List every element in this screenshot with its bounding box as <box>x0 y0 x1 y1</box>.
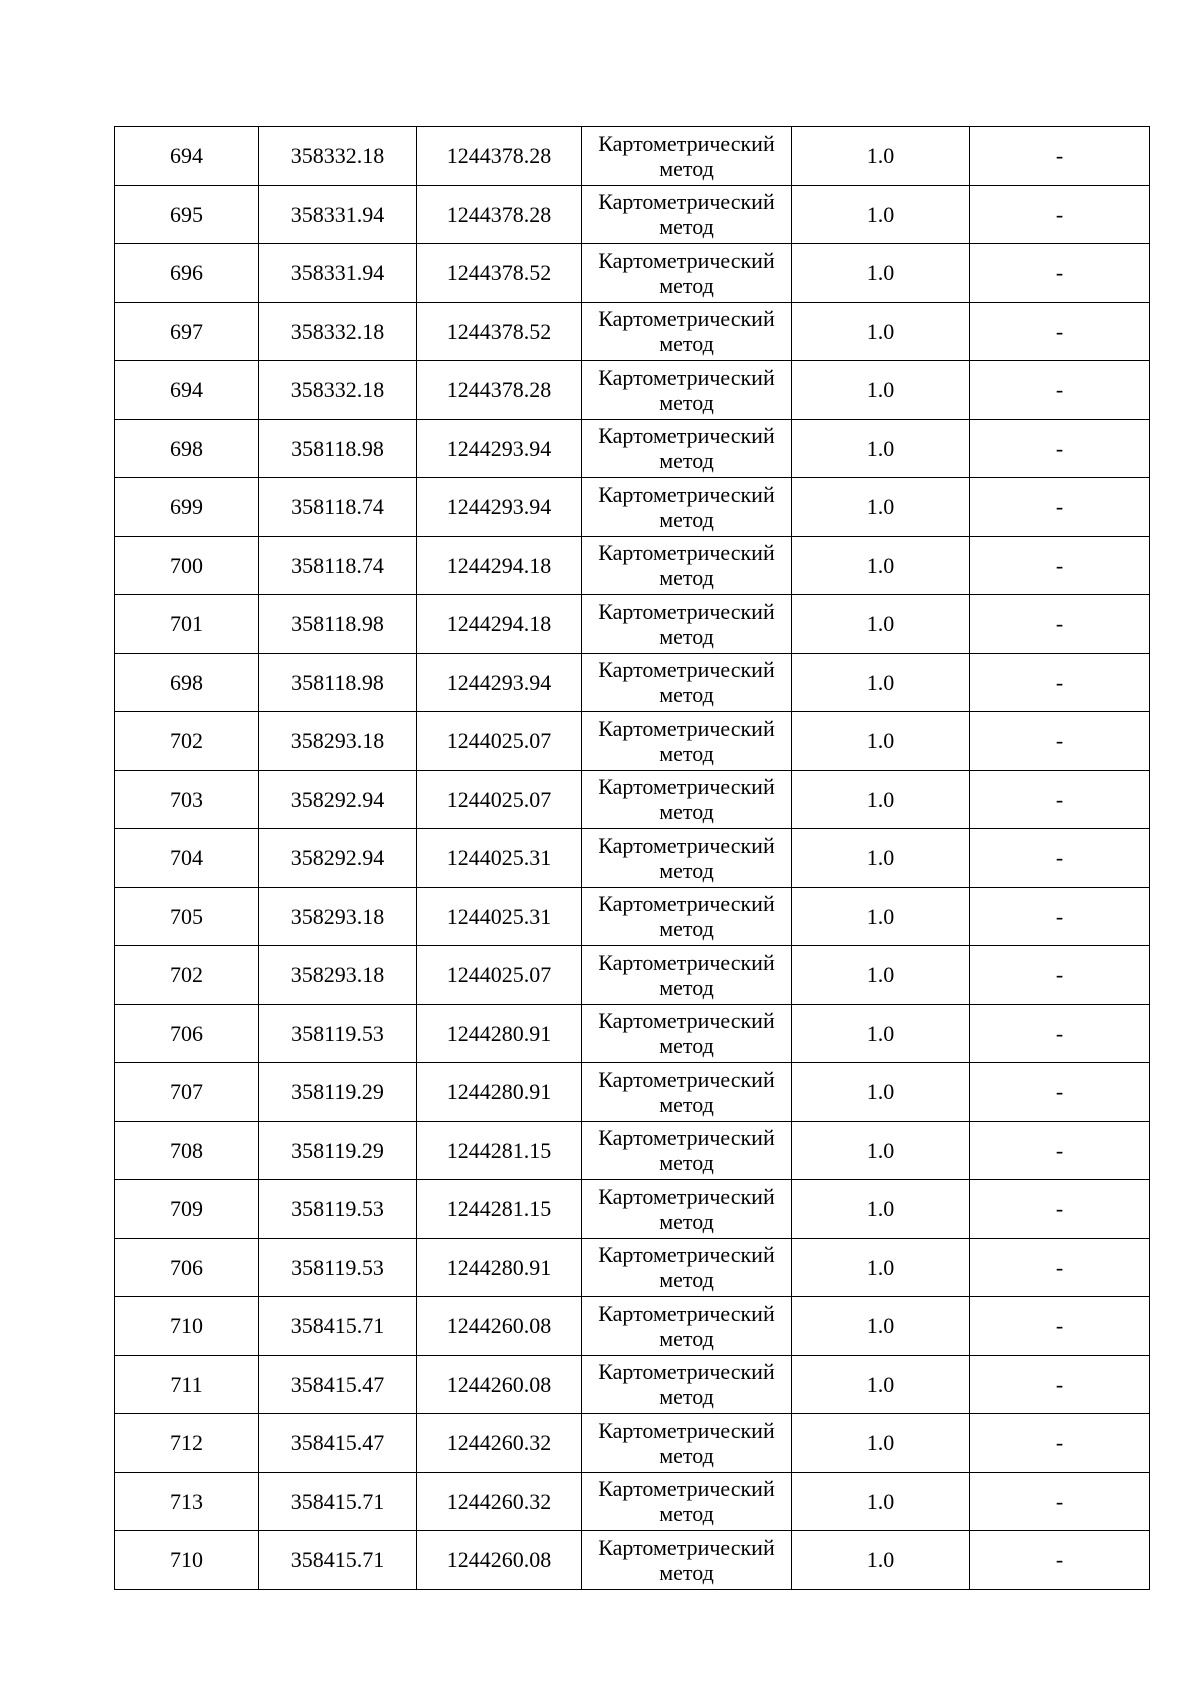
x-coordinate-cell: 358119.53 <box>259 1238 417 1297</box>
x-coordinate-cell: 358118.98 <box>259 653 417 712</box>
y-coordinate-cell: 1244280.91 <box>417 1063 582 1122</box>
method-cell <box>582 1297 792 1356</box>
method-cell <box>582 1121 792 1180</box>
table-row <box>115 829 1150 888</box>
x-coordinate-cell: 358118.98 <box>259 595 417 654</box>
method-line-2: метод <box>659 623 714 649</box>
method-cell <box>582 536 792 595</box>
method-cell <box>582 1414 792 1473</box>
method-line-2: метод <box>659 506 714 532</box>
table-row <box>115 1063 1150 1122</box>
accuracy-cell: 1.0 <box>792 1180 970 1239</box>
method-cell <box>582 1531 792 1590</box>
x-coordinate-cell: 358293.18 <box>259 946 417 1005</box>
method-cell <box>582 127 792 186</box>
note-cell: - <box>970 1238 1150 1297</box>
table-row <box>115 1531 1150 1590</box>
y-coordinate-cell: 1244378.52 <box>417 244 582 303</box>
point-number-cell: 695 <box>115 185 259 244</box>
method-cell <box>582 829 792 888</box>
accuracy-cell: 1.0 <box>792 1004 970 1063</box>
table-row <box>115 1414 1150 1473</box>
x-coordinate-cell: 358332.18 <box>259 361 417 420</box>
point-number-cell: 708 <box>115 1121 259 1180</box>
note-cell: - <box>970 770 1150 829</box>
method-line-1: Картометрический <box>598 774 775 800</box>
y-coordinate-cell: 1244025.07 <box>417 712 582 771</box>
accuracy-cell: 1.0 <box>792 185 970 244</box>
point-number-cell: 703 <box>115 770 259 829</box>
method-line-2: метод <box>659 565 714 591</box>
y-coordinate-cell: 1244293.94 <box>417 653 582 712</box>
accuracy-cell: 1.0 <box>792 1297 970 1356</box>
table-row <box>115 1472 1150 1531</box>
x-coordinate-cell: 358293.18 <box>259 712 417 771</box>
method-cell <box>582 1063 792 1122</box>
y-coordinate-cell: 1244281.15 <box>417 1180 582 1239</box>
point-number-cell: 698 <box>115 419 259 478</box>
method-line-1: Картометрический <box>598 423 775 449</box>
note-cell: - <box>970 1004 1150 1063</box>
note-cell: - <box>970 653 1150 712</box>
method-line-2: метод <box>659 974 714 1000</box>
accuracy-cell: 1.0 <box>792 1063 970 1122</box>
note-cell: - <box>970 1121 1150 1180</box>
x-coordinate-cell: 358118.74 <box>259 478 417 537</box>
x-coordinate-cell: 358119.53 <box>259 1004 417 1063</box>
method-line-2: метод <box>659 272 714 298</box>
note-cell: - <box>970 244 1150 303</box>
method-line-1: Картометрический <box>598 540 775 566</box>
x-coordinate-cell: 358332.18 <box>259 127 417 186</box>
method-cell <box>582 1004 792 1063</box>
y-coordinate-cell: 1244260.08 <box>417 1531 582 1590</box>
point-number-cell: 713 <box>115 1472 259 1531</box>
method-line-2: метод <box>659 740 714 766</box>
y-coordinate-cell: 1244294.18 <box>417 595 582 654</box>
table-row <box>115 887 1150 946</box>
point-number-cell: 694 <box>115 127 259 186</box>
note-cell: - <box>970 536 1150 595</box>
point-number-cell: 706 <box>115 1004 259 1063</box>
coordinates-table-body <box>115 127 1150 1590</box>
note-cell: - <box>970 887 1150 946</box>
table-row <box>115 244 1150 303</box>
accuracy-cell: 1.0 <box>792 887 970 946</box>
table-row <box>115 127 1150 186</box>
method-line-1: Картометрический <box>598 306 775 332</box>
point-number-cell: 702 <box>115 712 259 771</box>
table-row <box>115 361 1150 420</box>
coordinates-table <box>114 126 1150 1590</box>
table-row <box>115 595 1150 654</box>
x-coordinate-cell: 358119.29 <box>259 1063 417 1122</box>
x-coordinate-cell: 358415.47 <box>259 1355 417 1414</box>
table-row <box>115 946 1150 1005</box>
note-cell: - <box>970 1063 1150 1122</box>
note-cell: - <box>970 595 1150 654</box>
accuracy-cell: 1.0 <box>792 1121 970 1180</box>
method-cell <box>582 1472 792 1531</box>
method-line-2: метод <box>659 1442 714 1468</box>
accuracy-cell: 1.0 <box>792 419 970 478</box>
y-coordinate-cell: 1244378.28 <box>417 185 582 244</box>
method-line-2: метод <box>659 682 714 708</box>
x-coordinate-cell: 358415.71 <box>259 1531 417 1590</box>
point-number-cell: 712 <box>115 1414 259 1473</box>
y-coordinate-cell: 1244280.91 <box>417 1238 582 1297</box>
method-cell <box>582 302 792 361</box>
note-cell: - <box>970 1297 1150 1356</box>
x-coordinate-cell: 358119.53 <box>259 1180 417 1239</box>
table-row <box>115 1121 1150 1180</box>
method-cell <box>582 712 792 771</box>
x-coordinate-cell: 358331.94 <box>259 185 417 244</box>
method-line-2: метод <box>659 331 714 357</box>
y-coordinate-cell: 1244378.28 <box>417 361 582 420</box>
table-row <box>115 1238 1150 1297</box>
method-cell <box>582 419 792 478</box>
point-number-cell: 694 <box>115 361 259 420</box>
y-coordinate-cell: 1244260.08 <box>417 1297 582 1356</box>
y-coordinate-cell: 1244293.94 <box>417 478 582 537</box>
note-cell: - <box>970 361 1150 420</box>
note-cell: - <box>970 1355 1150 1414</box>
table-row <box>115 1004 1150 1063</box>
point-number-cell: 699 <box>115 478 259 537</box>
accuracy-cell: 1.0 <box>792 244 970 303</box>
method-line-1: Картометрический <box>598 1066 775 1092</box>
accuracy-cell: 1.0 <box>792 302 970 361</box>
method-cell <box>582 1238 792 1297</box>
table-row <box>115 185 1150 244</box>
method-cell <box>582 478 792 537</box>
note-cell: - <box>970 478 1150 537</box>
accuracy-cell: 1.0 <box>792 595 970 654</box>
method-cell <box>582 1180 792 1239</box>
point-number-cell: 701 <box>115 595 259 654</box>
point-number-cell: 697 <box>115 302 259 361</box>
method-line-2: метод <box>659 214 714 240</box>
x-coordinate-cell: 358331.94 <box>259 244 417 303</box>
method-line-2: метод <box>659 155 714 181</box>
method-line-2: метод <box>659 857 714 883</box>
method-cell <box>582 887 792 946</box>
x-coordinate-cell: 358415.71 <box>259 1297 417 1356</box>
point-number-cell: 698 <box>115 653 259 712</box>
method-cell <box>582 595 792 654</box>
table-row <box>115 1355 1150 1414</box>
method-line-2: метод <box>659 1208 714 1234</box>
point-number-cell: 711 <box>115 1355 259 1414</box>
note-cell: - <box>970 302 1150 361</box>
method-line-2: метод <box>659 1384 714 1410</box>
y-coordinate-cell: 1244378.28 <box>417 127 582 186</box>
method-line-1: Картометрический <box>598 481 775 507</box>
method-line-1: Картометрический <box>598 1534 775 1560</box>
accuracy-cell: 1.0 <box>792 1414 970 1473</box>
accuracy-cell: 1.0 <box>792 361 970 420</box>
method-line-1: Картометрический <box>598 1417 775 1443</box>
y-coordinate-cell: 1244025.07 <box>417 770 582 829</box>
method-line-1: Картометрический <box>598 949 775 975</box>
point-number-cell: 706 <box>115 1238 259 1297</box>
note-cell: - <box>970 1531 1150 1590</box>
point-number-cell: 709 <box>115 1180 259 1239</box>
method-line-1: Картометрический <box>598 1359 775 1385</box>
method-line-1: Картометрический <box>598 657 775 683</box>
y-coordinate-cell: 1244025.31 <box>417 887 582 946</box>
method-line-2: метод <box>659 1325 714 1351</box>
x-coordinate-cell: 358415.47 <box>259 1414 417 1473</box>
point-number-cell: 700 <box>115 536 259 595</box>
y-coordinate-cell: 1244025.07 <box>417 946 582 1005</box>
method-line-2: метод <box>659 799 714 825</box>
x-coordinate-cell: 358415.71 <box>259 1472 417 1531</box>
y-coordinate-cell: 1244280.91 <box>417 1004 582 1063</box>
x-coordinate-cell: 358293.18 <box>259 887 417 946</box>
accuracy-cell: 1.0 <box>792 1472 970 1531</box>
coordinates-sheet <box>114 126 1149 1590</box>
accuracy-cell: 1.0 <box>792 1355 970 1414</box>
method-line-1: Картометрический <box>598 1300 775 1326</box>
point-number-cell: 696 <box>115 244 259 303</box>
y-coordinate-cell: 1244294.18 <box>417 536 582 595</box>
accuracy-cell: 1.0 <box>792 770 970 829</box>
note-cell: - <box>970 946 1150 1005</box>
y-coordinate-cell: 1244260.32 <box>417 1414 582 1473</box>
method-line-2: метод <box>659 1033 714 1059</box>
method-line-1: Картометрический <box>598 189 775 215</box>
method-line-1: Картометрический <box>598 1125 775 1151</box>
method-line-1: Картометрический <box>598 364 775 390</box>
point-number-cell: 707 <box>115 1063 259 1122</box>
method-line-1: Картометрический <box>598 247 775 273</box>
x-coordinate-cell: 358119.29 <box>259 1121 417 1180</box>
method-line-1: Картометрический <box>598 1242 775 1268</box>
point-number-cell: 702 <box>115 946 259 1005</box>
method-cell <box>582 653 792 712</box>
method-line-1: Картометрический <box>598 891 775 917</box>
method-line-2: метод <box>659 1559 714 1585</box>
accuracy-cell: 1.0 <box>792 1238 970 1297</box>
method-line-2: метод <box>659 448 714 474</box>
table-row <box>115 770 1150 829</box>
method-line-2: метод <box>659 1501 714 1527</box>
accuracy-cell: 1.0 <box>792 653 970 712</box>
method-line-1: Картометрический <box>598 598 775 624</box>
note-cell: - <box>970 419 1150 478</box>
point-number-cell: 704 <box>115 829 259 888</box>
method-line-1: Картометрический <box>598 832 775 858</box>
method-line-2: метод <box>659 1150 714 1176</box>
point-number-cell: 710 <box>115 1297 259 1356</box>
accuracy-cell: 1.0 <box>792 478 970 537</box>
y-coordinate-cell: 1244260.32 <box>417 1472 582 1531</box>
y-coordinate-cell: 1244025.31 <box>417 829 582 888</box>
method-line-1: Картометрический <box>598 1008 775 1034</box>
y-coordinate-cell: 1244260.08 <box>417 1355 582 1414</box>
x-coordinate-cell: 358118.74 <box>259 536 417 595</box>
method-line-2: метод <box>659 1091 714 1117</box>
method-cell <box>582 1355 792 1414</box>
accuracy-cell: 1.0 <box>792 712 970 771</box>
table-row <box>115 712 1150 771</box>
note-cell: - <box>970 127 1150 186</box>
method-line-2: метод <box>659 389 714 415</box>
method-line-2: метод <box>659 916 714 942</box>
table-row <box>115 1180 1150 1239</box>
note-cell: - <box>970 1472 1150 1531</box>
method-line-1: Картометрический <box>598 715 775 741</box>
table-row <box>115 478 1150 537</box>
accuracy-cell: 1.0 <box>792 829 970 888</box>
accuracy-cell: 1.0 <box>792 536 970 595</box>
method-cell <box>582 361 792 420</box>
note-cell: - <box>970 1414 1150 1473</box>
method-cell <box>582 770 792 829</box>
method-line-1: Картометрический <box>598 1476 775 1502</box>
point-number-cell: 710 <box>115 1531 259 1590</box>
method-line-1: Картометрический <box>598 130 775 156</box>
note-cell: - <box>970 829 1150 888</box>
y-coordinate-cell: 1244378.52 <box>417 302 582 361</box>
x-coordinate-cell: 358292.94 <box>259 829 417 888</box>
method-line-1: Картометрический <box>598 1183 775 1209</box>
x-coordinate-cell: 358292.94 <box>259 770 417 829</box>
table-row <box>115 302 1150 361</box>
method-cell <box>582 244 792 303</box>
x-coordinate-cell: 358118.98 <box>259 419 417 478</box>
y-coordinate-cell: 1244293.94 <box>417 419 582 478</box>
table-row <box>115 419 1150 478</box>
method-cell <box>582 185 792 244</box>
accuracy-cell: 1.0 <box>792 127 970 186</box>
method-line-2: метод <box>659 1267 714 1293</box>
x-coordinate-cell: 358332.18 <box>259 302 417 361</box>
table-row <box>115 653 1150 712</box>
y-coordinate-cell: 1244281.15 <box>417 1121 582 1180</box>
accuracy-cell: 1.0 <box>792 946 970 1005</box>
accuracy-cell: 1.0 <box>792 1531 970 1590</box>
note-cell: - <box>970 712 1150 771</box>
table-row <box>115 1297 1150 1356</box>
note-cell: - <box>970 1180 1150 1239</box>
table-row <box>115 536 1150 595</box>
method-cell <box>582 946 792 1005</box>
note-cell: - <box>970 185 1150 244</box>
point-number-cell: 705 <box>115 887 259 946</box>
